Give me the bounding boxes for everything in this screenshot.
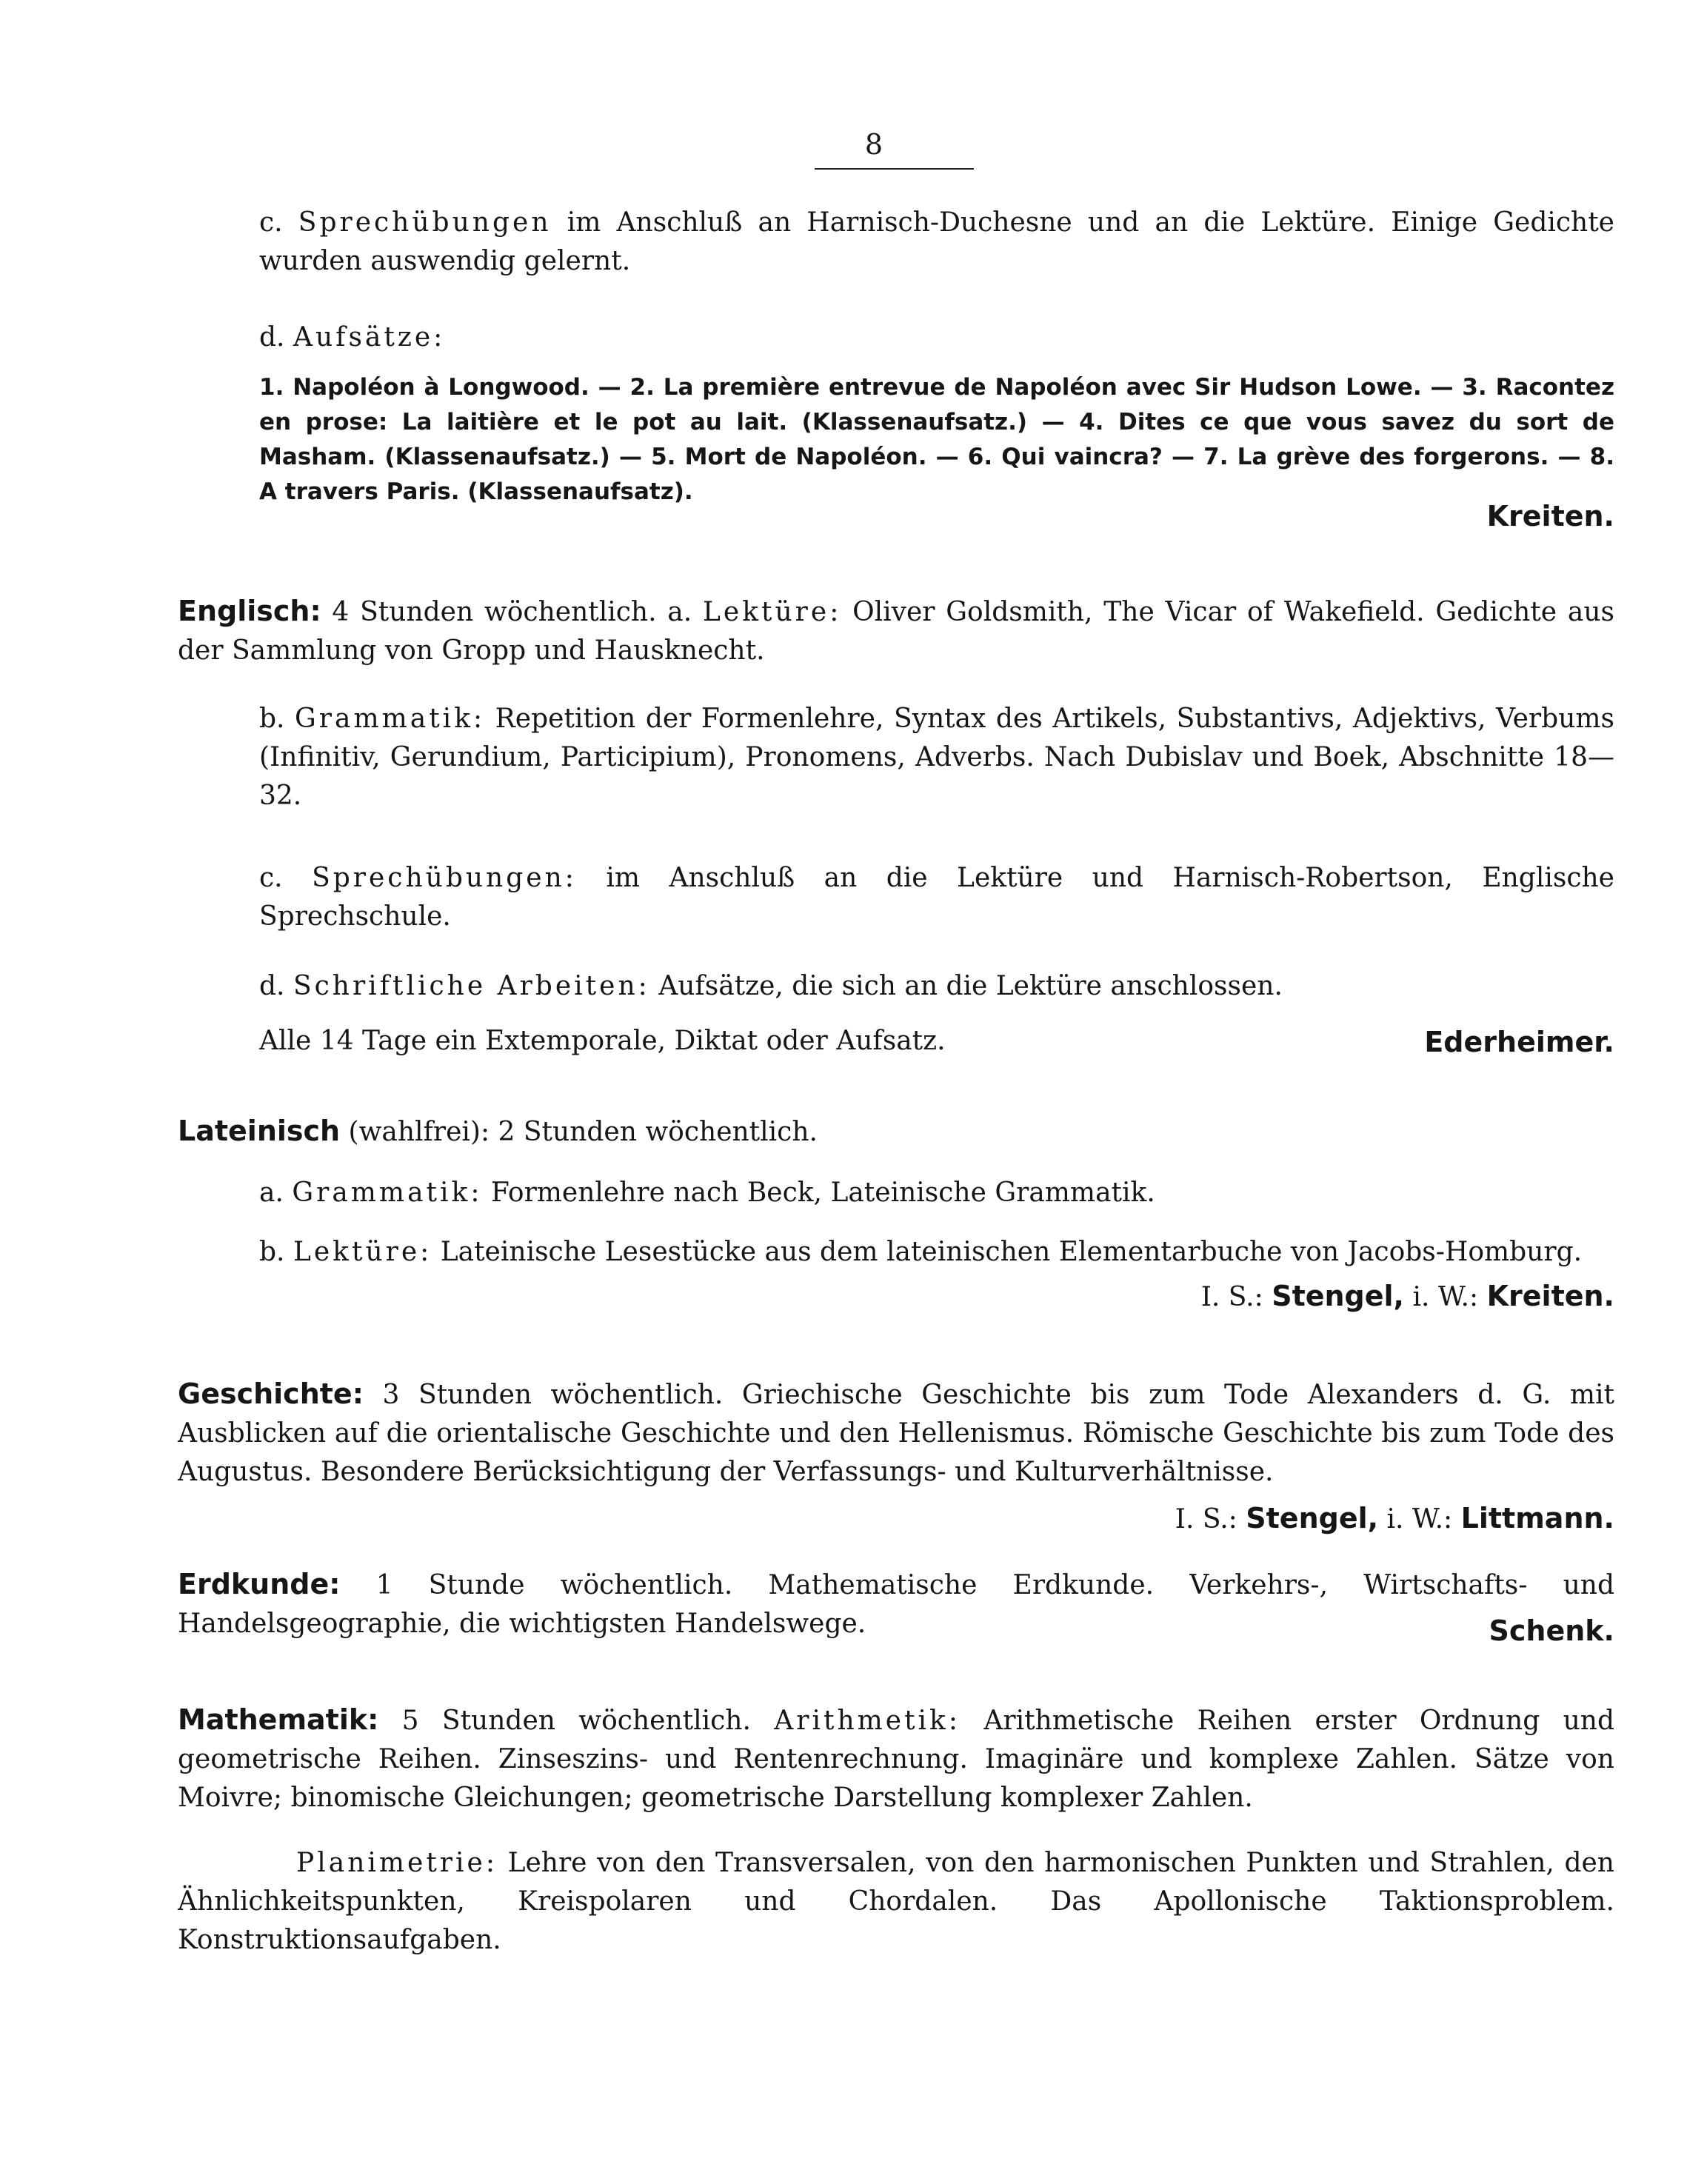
geography-text: 1 Stunde wöchentlich. Mathematische Erdkunde. Verkehrs-, Wirtschafts- und Handelsgeographie, die wichtigsten Handelswege. (178, 1570, 1614, 1640)
history-teacher-line (259, 1498, 1614, 1539)
math-section (178, 1700, 1614, 1818)
latin-intro: (wahlfrei): 2 Stunden wöchentlich. (340, 1117, 818, 1147)
english-c-heading: Sprechübungen: (312, 863, 577, 893)
french-essays-list (259, 370, 1614, 510)
french-d-heading-line (259, 318, 1614, 357)
geography-teacher: Schenk. (1489, 1614, 1614, 1647)
english-b-heading: Grammatik: (295, 704, 486, 734)
english-b-prefix: b. (259, 704, 285, 734)
english-d-heading: Schriftliche Arbeiten: (293, 971, 650, 1001)
english-a-heading: Lektüre: (703, 597, 842, 627)
history-section (178, 1374, 1614, 1492)
latin-teacher-a: Stengel, (1272, 1280, 1404, 1312)
english-c-paragraph (259, 859, 1614, 936)
history-teacher-a: Stengel, (1246, 1502, 1379, 1535)
math-b-heading: Planimetrie: (296, 1848, 498, 1878)
math-a-text: Arithmetische Reihen erster Ordnung und geometrische Reihen. Zinseszins- und Rentenrechnung. Imaginäre und komplexe Zahlen. Sätze von Moivre; binomische Gleichungen; geometrische Darstellung komplexer Zahlen. (178, 1706, 1614, 1814)
geography-subject: Erdkunde: (178, 1568, 341, 1600)
latin-teacher-b: Kreiten. (1486, 1280, 1614, 1312)
english-section (178, 591, 1614, 670)
english-c-prefix: c. (259, 863, 283, 893)
english-b-text: Repetition der Formenlehre, Syntax des Artikels, Substantivs, Adjektivs, Verbums (Infinitiv, Gerundium, Participium), Pronomens, Adverbs. Nach Dubislav und Boek, Abschnitte 18—32. (259, 704, 1614, 812)
french-c-text: im Anschluß an Harnisch-Duchesne und an die Lektüre. Einige Gedichte wurden auswendig gelernt. (259, 207, 1614, 277)
latin-a-text: Formenlehre nach Beck, Lateinische Grammatik. (482, 1178, 1155, 1208)
english-teacher: Ederheimer. (1424, 1026, 1614, 1058)
french-d-heading: Aufsätze: (293, 322, 446, 353)
french-essays-text: 1. Napoléon à Longwood. — 2. La première entrevue de Napoléon avec Sir Hudson Lowe. — 3. Racontez en prose: La laitière et le pot au lait. (Klassenaufsatz.) — 4. Dites ce que vous savez du sort de Masham. (Klassenaufsatz.) — 5. Mort de Napoléon. — 6. Qui vaincra? — 7. La grève des forgerons. — 8. A travers Paris. (Klassenaufsatz). (259, 374, 1614, 506)
math-a-heading: Arithmetik: (774, 1706, 961, 1736)
latin-b-text: Lateinische Lesestücke aus dem lateinischen Elementarbuche von Jacobs-Homburg. (432, 1237, 1583, 1267)
latin-a-paragraph (259, 1174, 1614, 1212)
latin-subject: Lateinisch (178, 1115, 341, 1147)
page-number: 8 (864, 128, 883, 161)
history-teacher-prefix: I. S.: (1175, 1504, 1246, 1535)
latin-b-paragraph (259, 1233, 1614, 1272)
english-d-text: Aufsätze, die sich an die Lektüre anschlossen. (649, 971, 1283, 1001)
french-d-prefix: d. (259, 322, 285, 353)
history-text: 3 Stunden wöchentlich. Griechische Geschichte bis zum Tode Alexanders d. G. mit Ausblicken auf die orientalische Geschichte und den Hellenismus. Römische Geschichte bis zum Tode des Augustus. Besondere Berücksichtigung der Verfassungs- und Kulturverhältnisse. (178, 1380, 1614, 1488)
latin-b-heading: Lektüre: (293, 1237, 432, 1267)
english-a-text: Oliver Goldsmith, The Vicar of Wakefield. Gedichte aus der Sammlung von Gropp und Hausknecht. (178, 597, 1614, 667)
math-b-paragraph (178, 1844, 1614, 1960)
latin-a-prefix: a. (259, 1178, 284, 1208)
latin-teacher-prefix: I. S.: (1200, 1282, 1272, 1312)
english-b-paragraph (259, 700, 1614, 816)
latin-section (178, 1111, 1614, 1152)
page-number-rule (815, 168, 974, 170)
math-intro: 5 Stunden wöchentlich. (378, 1706, 775, 1736)
history-teacher-mid: i. W.: (1378, 1504, 1461, 1535)
english-d-prefix: d. (259, 971, 285, 1001)
math-subject: Mathematik: (178, 1703, 379, 1736)
english-extra: Alle 14 Tage ein Extemporale, Diktat oder Aufsatz. (259, 1026, 946, 1056)
english-subject: Englisch: (178, 595, 321, 627)
french-c-prefix: c. (259, 207, 283, 238)
french-c-paragraph (259, 204, 1614, 281)
latin-a-heading: Grammatik: (292, 1178, 483, 1208)
latin-b-prefix: b. (259, 1237, 285, 1267)
history-subject: Geschichte: (178, 1377, 364, 1410)
french-c-heading: Sprechübungen (298, 207, 552, 238)
latin-teacher-line (259, 1276, 1614, 1317)
english-intro: 4 Stunden wöchentlich. a. (321, 597, 703, 627)
english-c-text: im Anschluß an die Lektüre und Harnisch-Robertson, Englische Sprechschule. (259, 863, 1614, 932)
english-d-paragraph (259, 967, 1614, 1006)
latin-teacher-mid: i. W.: (1404, 1282, 1487, 1312)
french-teacher: Kreiten. (1486, 500, 1614, 532)
history-teacher-b: Littmann. (1460, 1502, 1614, 1535)
math-b-text: Lehre von den Transversalen, von den harmonischen Punkten und Strahlen, den Ähnlichkeitspunkten, Kreispolaren und Chordalen. Das Apollonische Taktionsproblem. Konstruktionsaufgaben. (178, 1848, 1614, 1956)
